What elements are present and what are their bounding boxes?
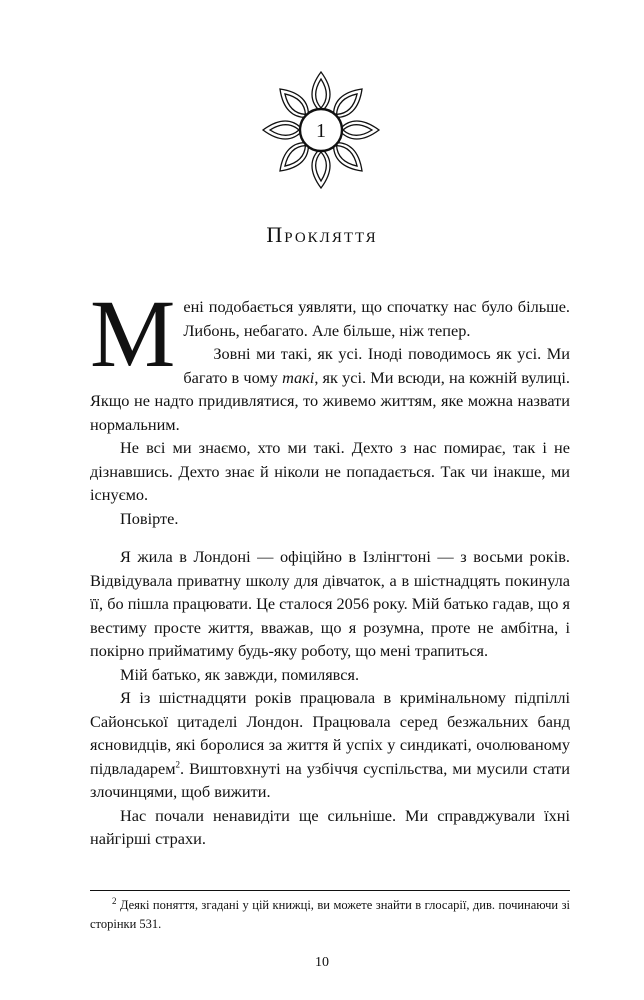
paragraph-8: Нас почали ненавидіти ще сильніше. Ми справджували їхні найгірші страхи. [90,805,570,848]
footnote-reference: 2 [175,759,181,770]
text-section-2 [90,545,570,851]
drop-cap: М [90,280,176,387]
text-section-1 [90,280,570,530]
footnote-marker: 2 [112,895,117,906]
footnote-text: Деякі поняття, згадані у цій книжці, ви можете знайти в глосарії, див. починаючи зі сторінки 531. [90,898,570,931]
chapter-title: Прокляття [266,222,378,247]
paragraph-3: Не всі ми знаємо, хто ми такі. Дехто з нас помирає, так і не дізнавшись. Дехто знає й ніколи не попадається. Так чи інакше, ми існуємо. [90,438,570,504]
lotus-ornament-icon [261,70,381,190]
paragraph-4: Повірте. [120,508,179,528]
chapter-number: 1 [316,120,326,142]
page-number: 10 [315,955,329,970]
paragraph-2: Зовні ми такі, як усі. Іноді поводимось як усі. Ми багато в чому такі, як усі. Ми всюди, на кожній вулиці. Якщо не надто придивлятися, то живемо життям, яке можна назвати нормальним. [90,344,570,434]
paragraph-5: Я жила в Лондоні — офіційно в Ізлінгтоні — з восьми років. Відвідувала приватну школу для дівчаток, а в шістнадцять покинула її, бо пішла працювати. Це сталося 2056 року. Мій батько гадав, що я вестиму просте життя, вважав, що я розумна, проте не амбітна, і покірно прийматиму будь-яку роботу, що мені трапиться. [90,547,570,660]
footnote [90,896,570,934]
footnote-divider [90,890,570,891]
paragraph-7: Я із шістнадцяти років працювала в кримінальному підпіллі Сайонської цитаделі Лондон. Працювала серед безжальних банд ясновидців, які боролися за життя й успіх у синдикаті, очолюваному підвладарем$^2$. Виштовхнуті на узбіччя суспільства, ми мусили стати злочинцями, щоб вижити. [90,688,570,801]
paragraph-1: Мені подобається уявляти, що спочатку нас було більше. Либонь, небагато. Але більше, ніж тепер. [90,280,570,387]
paragraph-6: Мій батько, як завжди, помилявся. [120,664,360,684]
